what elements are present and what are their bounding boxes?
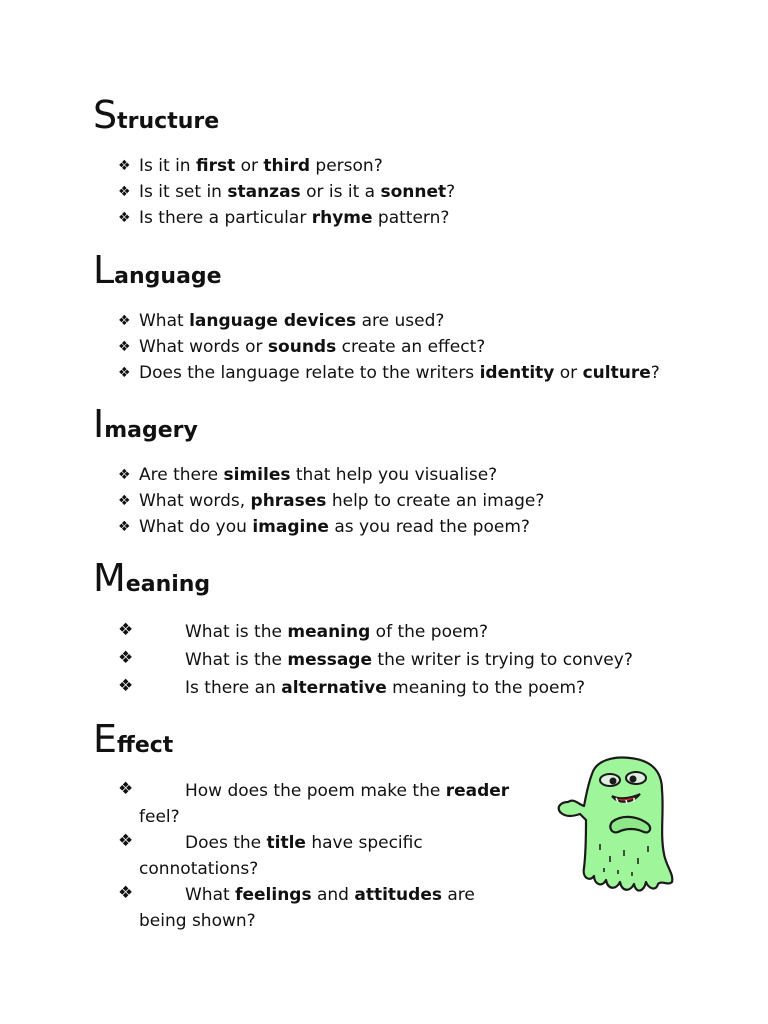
diamond-bullet-icon: ❖ bbox=[118, 779, 134, 799]
section-heading bbox=[93, 248, 733, 295]
question-text: or is it a bbox=[300, 181, 381, 202]
diamond-bullet-icon: ❖ bbox=[118, 158, 131, 174]
diamond-bullet-icon: ❖ bbox=[118, 676, 134, 696]
emphasis-text: third bbox=[263, 156, 311, 176]
question-item bbox=[93, 335, 733, 361]
diamond-bullet-icon: ❖ bbox=[118, 831, 134, 851]
question-text: Are there bbox=[139, 465, 224, 485]
section-structure bbox=[93, 93, 733, 231]
heading-rest: magery bbox=[104, 418, 198, 443]
question-item bbox=[93, 489, 733, 515]
question-text: have specific connotations? bbox=[139, 833, 423, 879]
question-text: What do you bbox=[139, 516, 253, 537]
heading-initial: E bbox=[93, 717, 118, 761]
question-item bbox=[93, 206, 733, 232]
question-text: How does the poem make the bbox=[185, 781, 446, 801]
emphasis-text: title bbox=[266, 833, 306, 853]
section-language bbox=[93, 248, 733, 386]
question-list bbox=[93, 154, 733, 231]
question-text: Is it in bbox=[139, 156, 196, 176]
emphasis-text: alternative bbox=[281, 678, 387, 698]
diamond-bullet-icon: ❖ bbox=[118, 883, 134, 903]
emphasis-text: rhyme bbox=[311, 207, 373, 228]
question-item bbox=[93, 618, 733, 646]
question-text: as you read the poem? bbox=[328, 516, 530, 537]
diamond-bullet-icon: ❖ bbox=[118, 620, 134, 640]
section-heading bbox=[93, 93, 733, 140]
section-imagery bbox=[93, 402, 733, 540]
section-meaning bbox=[93, 556, 733, 702]
emphasis-text: attitudes bbox=[354, 885, 442, 905]
question-text: Does the bbox=[185, 833, 267, 853]
question-text: create an effect? bbox=[336, 336, 486, 357]
question-item bbox=[93, 674, 733, 702]
heading-initial: L bbox=[93, 248, 115, 292]
emphasis-text: sounds bbox=[267, 336, 337, 357]
question-item bbox=[93, 180, 733, 206]
question-list bbox=[93, 463, 733, 540]
question-item bbox=[93, 646, 733, 674]
emphasis-text: stanzas bbox=[227, 181, 301, 202]
heading-rest: eaning bbox=[125, 572, 211, 597]
emphasis-text: similes bbox=[223, 465, 291, 485]
question-list bbox=[93, 618, 733, 702]
diamond-bullet-icon: ❖ bbox=[118, 209, 131, 226]
question-item bbox=[93, 830, 519, 882]
question-text: pattern? bbox=[372, 207, 450, 228]
question-text: What bbox=[139, 311, 190, 331]
emphasis-text: culture bbox=[582, 362, 651, 383]
diamond-bullet-icon: ❖ bbox=[118, 648, 134, 668]
question-text: What words or bbox=[139, 336, 268, 357]
diamond-bullet-icon: ❖ bbox=[118, 183, 131, 200]
question-text: meaning to the poem? bbox=[386, 678, 586, 698]
question-item bbox=[93, 778, 519, 830]
emphasis-text: reader bbox=[445, 781, 510, 801]
question-text: are being shown? bbox=[139, 885, 475, 931]
question-text: What is the bbox=[185, 650, 288, 670]
section-heading bbox=[93, 402, 733, 449]
diamond-bullet-icon: ❖ bbox=[118, 492, 131, 509]
question-text: help to create an image? bbox=[326, 490, 545, 511]
question-text: What is the bbox=[185, 622, 288, 642]
heading-rest: tructure bbox=[117, 109, 220, 134]
question-item bbox=[93, 463, 733, 489]
question-item bbox=[93, 515, 733, 541]
question-text: are used? bbox=[356, 311, 445, 331]
diamond-bullet-icon: ❖ bbox=[118, 467, 131, 483]
emphasis-text: message bbox=[287, 650, 373, 670]
question-text: Is there an bbox=[185, 678, 282, 698]
question-text: person? bbox=[310, 156, 383, 176]
question-text: Is it set in bbox=[139, 181, 228, 202]
emphasis-text: first bbox=[195, 156, 236, 176]
question-text: and bbox=[311, 885, 355, 905]
diamond-bullet-icon: ❖ bbox=[118, 313, 131, 329]
question-text: ? bbox=[650, 362, 660, 383]
heading-initial: S bbox=[93, 93, 118, 137]
emphasis-text: sonnet bbox=[380, 181, 447, 202]
section-heading bbox=[93, 556, 733, 603]
emphasis-text: identity bbox=[479, 362, 555, 383]
diamond-bullet-icon: ❖ bbox=[118, 338, 131, 355]
question-text: the writer is trying to convey? bbox=[372, 650, 633, 670]
question-text: or bbox=[235, 156, 264, 176]
question-text: Is there a particular bbox=[139, 207, 312, 228]
question-item bbox=[93, 361, 733, 387]
emphasis-text: phrases bbox=[250, 490, 327, 511]
heading-rest: ffect bbox=[117, 733, 174, 758]
question-text: that help you visualise? bbox=[290, 465, 498, 485]
green-slime-monster-icon bbox=[552, 752, 682, 898]
question-item bbox=[93, 309, 733, 335]
heading-initial: M bbox=[93, 556, 126, 600]
question-text: of the poem? bbox=[370, 622, 489, 642]
emphasis-text: feelings bbox=[235, 885, 312, 905]
heading-initial: I bbox=[93, 402, 105, 446]
question-list bbox=[93, 309, 733, 386]
heading-rest: anguage bbox=[114, 264, 222, 289]
question-text: What bbox=[185, 885, 236, 905]
question-text: feel? bbox=[139, 807, 180, 827]
emphasis-text: meaning bbox=[287, 622, 371, 642]
diamond-bullet-icon: ❖ bbox=[118, 364, 131, 381]
emphasis-text: language devices bbox=[189, 311, 357, 331]
question-text: ? bbox=[446, 181, 456, 202]
question-text: Does the language relate to the writers bbox=[139, 362, 480, 383]
question-item bbox=[93, 154, 733, 180]
diamond-bullet-icon: ❖ bbox=[118, 518, 131, 535]
emphasis-text: imagine bbox=[252, 516, 329, 537]
question-text: or bbox=[554, 362, 583, 383]
question-text: What words, bbox=[139, 490, 251, 511]
question-item bbox=[93, 882, 519, 934]
